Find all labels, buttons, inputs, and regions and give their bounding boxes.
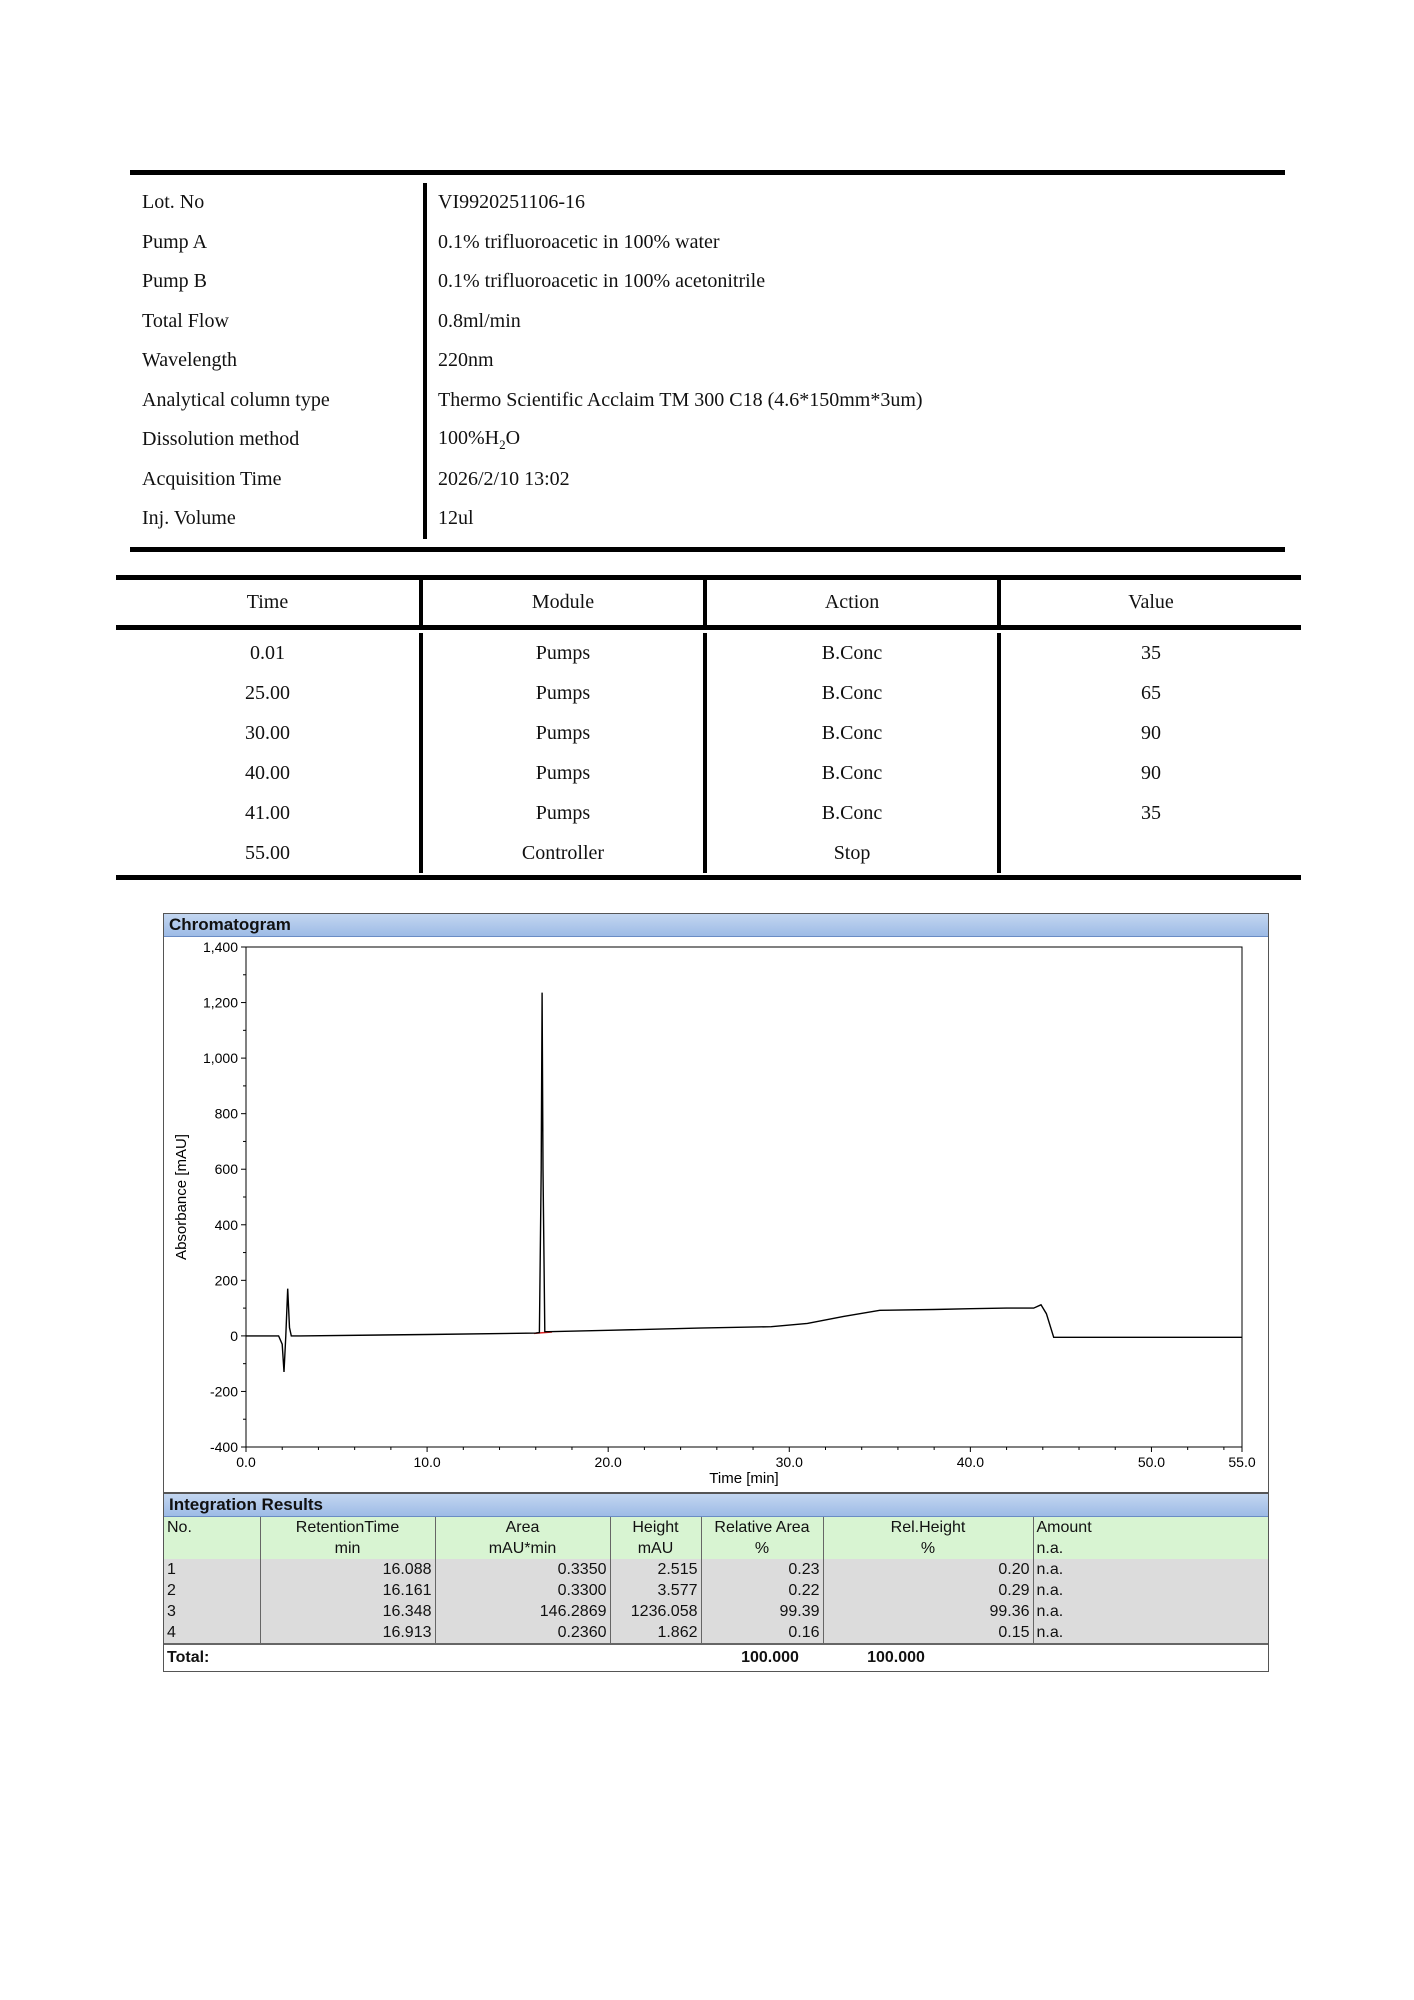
total-rel-area: 100.000 <box>741 1649 799 1666</box>
sample-info-table <box>130 170 1285 552</box>
integration-cell: 1 <box>164 1559 260 1580</box>
gradient-row <box>116 673 1301 713</box>
gradient-cell-action: Stop <box>707 833 1001 873</box>
integration-table <box>164 1517 1268 1643</box>
header-line-1: RetentionTime <box>295 1519 400 1536</box>
x-tick-label: 20.0 <box>594 1454 622 1470</box>
plot-frame <box>246 947 1242 1447</box>
gradient-table <box>116 575 1301 880</box>
integration-cell: n.a. <box>1033 1580 1268 1601</box>
info-label: Total Flow <box>130 302 427 342</box>
info-value-text: 220nm <box>438 349 494 372</box>
header-line-2: min <box>334 1540 361 1557</box>
header-line-1: Relative Area <box>714 1519 810 1536</box>
gradient-cell-value: 65 <box>1141 681 1162 704</box>
info-value-text: Thermo Scientific Acclaim TM 300 C18 (4.6*150mm*3um) <box>438 388 923 411</box>
integration-cell: n.a. <box>1033 1622 1268 1643</box>
y-tick-label: 1,400 <box>202 939 238 955</box>
info-label: Acquisition Time <box>130 460 427 500</box>
gradient-cell-action: B.Conc <box>707 793 1001 833</box>
gradient-header-row <box>116 580 1301 630</box>
info-value-text: 0.1% trifluoroacetic in 100% water <box>438 230 720 253</box>
info-value <box>427 310 521 333</box>
gradient-cell-value: 90 <box>1141 721 1162 744</box>
info-row <box>130 499 1285 539</box>
header-value: Value <box>1128 591 1174 613</box>
integration-header-cell <box>260 1517 435 1559</box>
info-value-text: 2026/2/10 13:02 <box>438 467 570 490</box>
y-tick-label: 800 <box>214 1105 238 1122</box>
header-line-1: Area <box>505 1519 540 1536</box>
gradient-cell-time: 55.00 <box>116 833 423 873</box>
info-value <box>427 270 765 293</box>
chromatogram-panel <box>163 913 1269 1493</box>
header-line-2: % <box>754 1540 770 1557</box>
gradient-row <box>116 833 1301 873</box>
info-value-text: 100%H <box>438 426 500 449</box>
integration-row <box>164 1559 1268 1580</box>
gradient-cell-time: 30.00 <box>116 713 423 753</box>
integration-total-row <box>164 1643 1268 1671</box>
gradient-cell-module: Pumps <box>423 633 707 673</box>
x-tick-label: 10.0 <box>413 1454 441 1470</box>
integration-cell: n.a. <box>1033 1601 1268 1622</box>
total-rel-height: 100.000 <box>867 1649 925 1666</box>
y-tick-label: 1,000 <box>202 1050 238 1067</box>
gradient-cell-module: Pumps <box>423 753 707 793</box>
integration-cell: 3 <box>164 1601 260 1622</box>
integration-title: Integration Results <box>164 1494 1268 1517</box>
integration-cell: 0.29 <box>823 1580 1033 1601</box>
integration-cell: 0.20 <box>823 1559 1033 1580</box>
info-value-suffix: O <box>505 426 521 449</box>
integration-cell: 16.088 <box>260 1559 435 1580</box>
y-tick-label: 400 <box>214 1216 238 1233</box>
integration-header <box>164 1517 1268 1559</box>
info-label: Pump A <box>130 223 427 263</box>
info-value <box>427 231 720 254</box>
header-module: Module <box>423 580 707 625</box>
gradient-cell-action: B.Conc <box>707 673 1001 713</box>
info-row <box>130 420 1285 460</box>
integration-row <box>164 1601 1268 1622</box>
integration-header-row <box>164 1517 1268 1559</box>
integration-cell: 0.15 <box>823 1622 1033 1643</box>
header-line-2: % <box>920 1540 936 1557</box>
integration-header-cell <box>610 1517 701 1559</box>
y-tick-label: 0 <box>230 1327 238 1344</box>
integration-cell: 146.2869 <box>435 1601 610 1622</box>
info-value <box>427 191 585 214</box>
gradient-cell-time: 40.00 <box>116 753 423 793</box>
integration-body <box>164 1559 1268 1643</box>
chromatogram-trace <box>246 993 1242 1372</box>
integration-header-cell <box>1033 1517 1268 1559</box>
header-time: Time <box>116 580 423 625</box>
info-value <box>427 507 474 530</box>
integration-results-panel <box>163 1493 1269 1672</box>
header-line-1: Rel.Height <box>890 1519 966 1536</box>
info-value-text: 0.1% trifluoroacetic in 100% acetonitrile <box>438 270 766 293</box>
integration-cell: 3.577 <box>610 1580 701 1601</box>
x-tick-label: 50.0 <box>1137 1454 1166 1470</box>
header-line-2: mAU*min <box>488 1540 557 1557</box>
info-row <box>130 381 1285 421</box>
x-tick-label: 0.0 <box>236 1454 256 1470</box>
integration-cell: 2 <box>164 1580 260 1601</box>
x-tick-label: 55.0 <box>1228 1454 1256 1470</box>
integration-cell: 99.36 <box>823 1601 1033 1622</box>
gradient-row <box>116 753 1301 793</box>
gradient-cell-module: Pumps <box>423 673 707 713</box>
y-tick-label: 1,200 <box>202 994 238 1011</box>
gradient-cell-module: Controller <box>423 833 707 873</box>
gradient-cell-value: 90 <box>1141 761 1162 784</box>
total-label: Total: <box>167 1649 210 1666</box>
header-line-1: Height <box>632 1519 679 1536</box>
info-label: Inj. Volume <box>130 499 427 539</box>
info-label: Lot. No <box>130 183 427 223</box>
y-tick-label: 600 <box>214 1161 238 1178</box>
integration-cell: 16.913 <box>260 1622 435 1643</box>
gradient-row <box>116 633 1301 673</box>
integration-cell: 0.16 <box>701 1622 823 1643</box>
gradient-row <box>116 713 1301 753</box>
info-value <box>427 427 520 453</box>
gradient-cell-action: B.Conc <box>707 633 1001 673</box>
info-rows <box>130 183 1285 539</box>
info-value-text: VI9920251106-16 <box>438 191 586 214</box>
header-line-1: No. <box>167 1519 192 1536</box>
gradient-cell-value: 35 <box>1141 641 1162 664</box>
y-axis-label: Absorbance [mAU] <box>173 1134 190 1260</box>
integration-cell: 16.348 <box>260 1601 435 1622</box>
gradient-body <box>116 630 1301 875</box>
info-row <box>130 223 1285 263</box>
info-label: Wavelength <box>130 341 427 381</box>
integration-cell: 1236.058 <box>610 1601 701 1622</box>
integration-row <box>164 1580 1268 1601</box>
integration-cell: 99.39 <box>701 1601 823 1622</box>
chromatogram-chart <box>164 937 1268 1492</box>
gradient-cell-time: 0.01 <box>116 633 423 673</box>
integration-cell: 0.2360 <box>435 1622 610 1643</box>
info-label: Pump B <box>130 262 427 302</box>
info-row <box>130 460 1285 500</box>
info-value <box>427 468 570 491</box>
integration-cell: 0.22 <box>701 1580 823 1601</box>
info-row <box>130 262 1285 302</box>
info-label: Dissolution method <box>130 420 427 460</box>
y-tick-label: 200 <box>214 1272 238 1289</box>
info-value <box>427 389 923 412</box>
info-row <box>130 183 1285 223</box>
integration-header-cell <box>701 1517 823 1559</box>
integration-cell: 0.23 <box>701 1559 823 1580</box>
gradient-row <box>116 793 1301 833</box>
gradient-cell-action: B.Conc <box>707 753 1001 793</box>
y-tick-label: -200 <box>209 1383 238 1400</box>
integration-header-cell <box>823 1517 1033 1559</box>
integration-cell: 16.161 <box>260 1580 435 1601</box>
gradient-cell-time: 25.00 <box>116 673 423 713</box>
header-line-2: n.a. <box>1036 1540 1064 1557</box>
gradient-cell-module: Pumps <box>423 793 707 833</box>
integration-cell: 0.3350 <box>435 1559 610 1580</box>
integration-row <box>164 1622 1268 1643</box>
info-value <box>427 349 494 372</box>
integration-header-cell <box>164 1517 260 1559</box>
gradient-cell-action: B.Conc <box>707 713 1001 753</box>
header-line-1: Amount <box>1036 1519 1092 1536</box>
chromatogram-title: Chromatogram <box>164 914 1268 937</box>
x-axis-label: Time [min] <box>709 1470 779 1487</box>
info-label: Analytical column type <box>130 381 427 421</box>
integration-cell: 1.862 <box>610 1622 701 1643</box>
info-value-text: 12ul <box>438 507 474 530</box>
header-action: Action <box>707 580 1001 625</box>
integration-cell: 0.3300 <box>435 1580 610 1601</box>
header-line-2 <box>167 1538 257 1559</box>
x-tick-label: 30.0 <box>775 1454 803 1470</box>
gradient-cell-time: 41.00 <box>116 793 423 833</box>
info-row <box>130 302 1285 342</box>
x-tick-label: 40.0 <box>956 1454 984 1470</box>
gradient-cell-value: 35 <box>1141 801 1162 824</box>
integration-cell: n.a. <box>1033 1559 1268 1580</box>
gradient-cell-module: Pumps <box>423 713 707 753</box>
info-row <box>130 341 1285 381</box>
gradient-cell-value <box>1001 833 1301 873</box>
integration-cell: 2.515 <box>610 1559 701 1580</box>
y-tick-label: -400 <box>209 1439 238 1455</box>
info-value-text: 0.8ml/min <box>438 309 521 332</box>
integration-cell: 4 <box>164 1622 260 1643</box>
info-value-subscript: 2 <box>499 436 506 452</box>
header-line-2: mAU <box>637 1540 674 1557</box>
integration-header-cell <box>435 1517 610 1559</box>
